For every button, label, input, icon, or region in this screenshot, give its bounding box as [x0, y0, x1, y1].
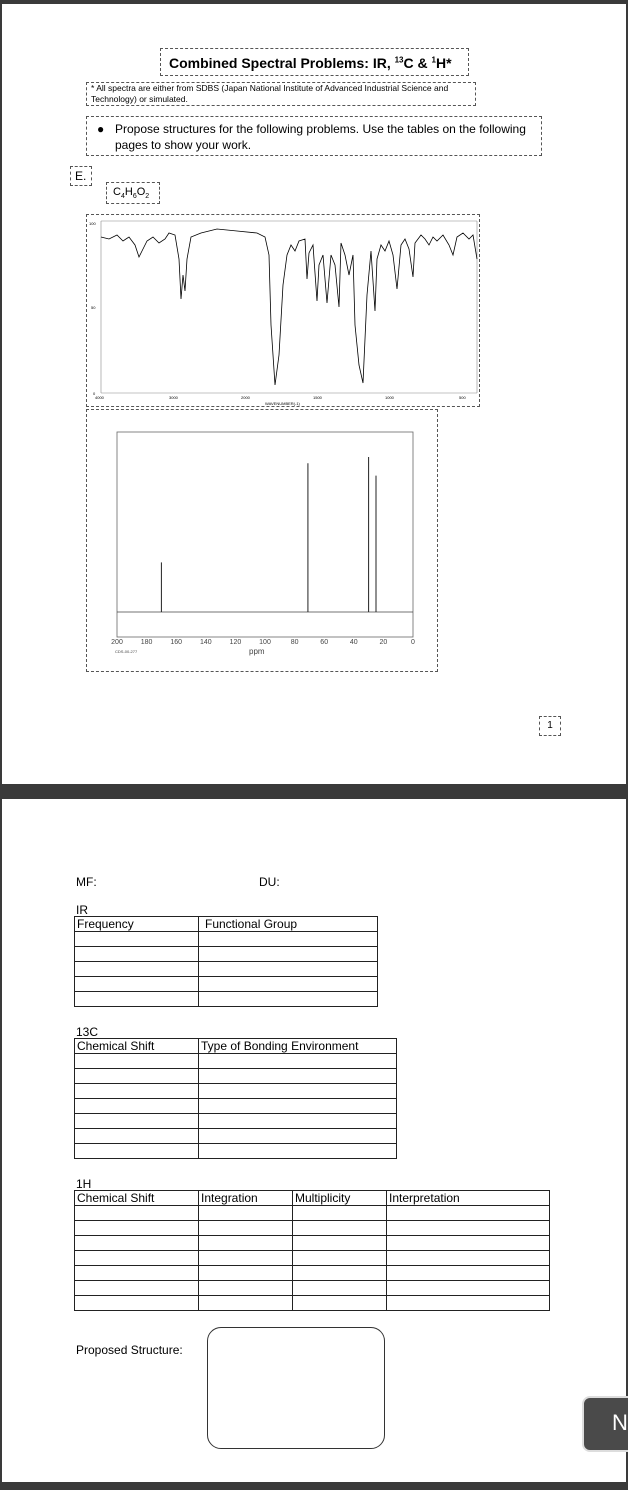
table-row[interactable] [75, 1114, 397, 1129]
du-label: DU: [259, 875, 280, 889]
nmr-tick-100: 100 [259, 639, 271, 646]
problem-label: E. [70, 166, 92, 186]
c13-nmr-plot [87, 410, 437, 671]
h1-table [74, 1190, 550, 1311]
nmr-tick-60: 60 [320, 639, 329, 646]
table-row[interactable] [75, 1206, 550, 1221]
nmr-tick-40: 40 [349, 639, 358, 646]
worksheet-page-2 [2, 799, 626, 1482]
table-header-row [75, 1039, 397, 1054]
ir-trace [101, 229, 477, 385]
ir-y-top-label: 100 [89, 221, 96, 226]
nmr-tick-180: 180 [140, 639, 153, 646]
table-row[interactable] [75, 932, 378, 947]
c13-nmr-spectrum [86, 409, 438, 672]
nmr-tick-20: 20 [379, 639, 388, 646]
table-row[interactable] [75, 1099, 397, 1114]
table-row[interactable] [75, 1221, 550, 1236]
c13-header-chemical-shift: Chemical Shift [75, 1039, 199, 1054]
ir-header-functional-group: Functional Group [199, 917, 378, 932]
ir-x-axis-label: WAVENUMBER(-1) [265, 401, 300, 406]
nmr-tick-200: 200 [111, 639, 123, 646]
ir-y-mid-label: 50 [91, 305, 96, 310]
ir-x-tick-4000: 4000 [95, 395, 104, 400]
nmr-x-axis-label: ppm [249, 647, 265, 656]
table-row[interactable] [75, 977, 378, 992]
nmr-tick-80: 80 [290, 639, 299, 646]
c13-header-bonding-environment: Type of Bonding Environment [199, 1039, 397, 1054]
page-title: Combined Spectral Problems: IR, $^{13}$C & $^1$H* [160, 48, 469, 76]
ir-table [74, 916, 378, 1007]
nmr-tick-140: 140 [199, 639, 212, 646]
nmr-tick-160: 160 [170, 639, 183, 646]
ir-x-tick-2000: 2000 [241, 395, 250, 400]
c13-section-label: 13C [76, 1025, 99, 1039]
next-page-button[interactable]: N [582, 1396, 628, 1452]
table-row[interactable] [75, 992, 378, 1007]
proposed-structure-box[interactable] [207, 1327, 385, 1449]
page-number: 1 [539, 716, 561, 736]
bullet-icon: ● [97, 122, 105, 136]
h1-header-integration: Integration [199, 1191, 293, 1206]
table-header-row [75, 1191, 550, 1206]
molecular-formula: $C_4H_6O_2$ [106, 182, 160, 204]
ir-y-bottom-label: 0 [93, 391, 96, 396]
table-header-row [75, 917, 378, 932]
ir-section-label: IR [76, 903, 88, 917]
nmr-footnote: CDS-00-277 [115, 649, 138, 654]
ir-spectrum-plot [87, 215, 479, 406]
h1-header-chemical-shift: Chemical Shift [75, 1191, 199, 1206]
proposed-structure-label: Proposed Structure: [76, 1343, 183, 1357]
instructions: ● Propose structures for the following problems. Use the tables on the following pages to show your work. [86, 116, 542, 156]
table-row[interactable] [75, 1266, 550, 1281]
ir-x-tick-1500: 1500 [313, 395, 322, 400]
table-row[interactable] [75, 1144, 397, 1159]
ir-x-tick-1000: 1000 [385, 395, 394, 400]
ir-x-tick-3000: 3000 [169, 395, 178, 400]
nmr-tick-120: 120 [229, 639, 242, 646]
ir-header-frequency: Frequency [75, 917, 199, 932]
table-row[interactable] [75, 1054, 397, 1069]
table-row[interactable] [75, 1084, 397, 1099]
worksheet-page-1 [2, 4, 626, 784]
mf-label: MF: [76, 875, 97, 889]
ir-spectrum [86, 214, 480, 407]
table-row[interactable] [75, 962, 378, 977]
ir-x-tick-500: 500 [459, 395, 466, 400]
table-row[interactable] [75, 1281, 550, 1296]
table-row[interactable] [75, 1251, 550, 1266]
table-row[interactable] [75, 947, 378, 962]
nmr-tick-labels [111, 639, 415, 646]
h1-header-multiplicity: Multiplicity [293, 1191, 387, 1206]
table-row[interactable] [75, 1296, 550, 1311]
source-note: * All spectra are either from SDBS (Japan National Institute of Advanced Industrial Science and Technology) or simulated. [86, 82, 476, 106]
table-row[interactable] [75, 1069, 397, 1084]
table-row[interactable] [75, 1236, 550, 1251]
nmr-tick-0: 0 [411, 639, 415, 646]
h1-header-interpretation: Interpretation [387, 1191, 550, 1206]
h1-section-label: 1H [76, 1177, 92, 1191]
table-row[interactable] [75, 1129, 397, 1144]
c13-table [74, 1038, 397, 1159]
